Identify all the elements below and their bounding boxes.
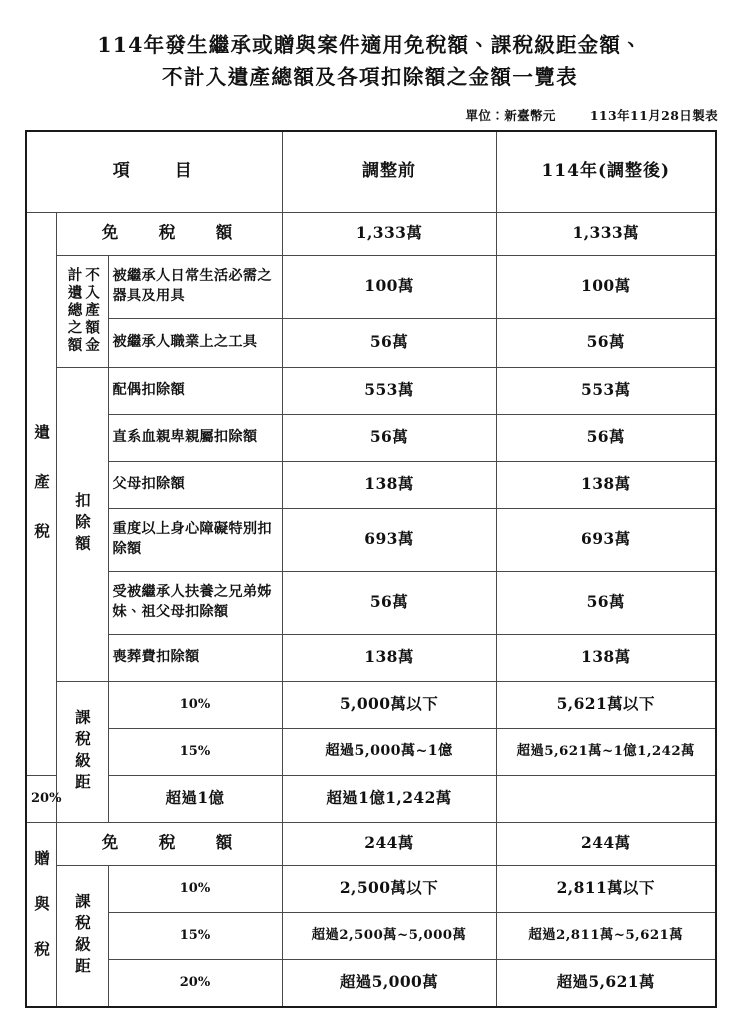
value-after: 56萬 — [496, 318, 716, 367]
item-label: 被繼承人職業上之工具 — [108, 318, 282, 367]
gift-exemption-after: 244萬 — [496, 822, 716, 865]
group-label-not-included: 不入產額金 計遺總之額 — [56, 255, 108, 367]
value-after: 56萬 — [496, 571, 716, 634]
value-before: 超過5,000萬~1億 — [282, 728, 496, 775]
table-row — [26, 912, 716, 959]
table-row — [26, 212, 716, 255]
estate-exemption-before: 1,333萬 — [282, 212, 496, 255]
table-row — [26, 681, 716, 728]
value-before: 56萬 — [282, 318, 496, 367]
value-before: 100萬 — [282, 255, 496, 318]
item-label: 受被繼承人扶養之兄弟姊妹、祖父母扣除額 — [108, 571, 282, 634]
group-label-estate-bracket: 課稅級距 — [56, 681, 108, 822]
value-after: 2,811萬以下 — [496, 865, 716, 912]
value-after: 553萬 — [496, 367, 716, 414]
value-before: 693萬 — [282, 508, 496, 571]
item-label: 重度以上身心障礙特別扣除額 — [108, 508, 282, 571]
table-row — [26, 728, 716, 775]
table-row — [26, 571, 716, 634]
value-before: 超過2,500萬~5,000萬 — [282, 912, 496, 959]
header-after: 114年(調整後) — [496, 131, 716, 213]
table-row — [26, 255, 716, 318]
value-before: 56萬 — [282, 414, 496, 461]
table-row — [26, 461, 716, 508]
estate-tax-side-label: 遺產稅 — [26, 212, 56, 775]
estate-exemption-item: 免 稅 額 — [56, 212, 282, 255]
table-row — [26, 318, 716, 367]
document-title — [0, 0, 740, 94]
bracket-rate: 10% — [108, 865, 282, 912]
value-after: 100萬 — [496, 255, 716, 318]
table-row — [26, 634, 716, 681]
item-label: 直系血親卑親屬扣除額 — [108, 414, 282, 461]
value-after: 138萬 — [496, 461, 716, 508]
title-line-2: 不計入遺產總額及各項扣除額之金額一覽表 — [161, 64, 579, 89]
table-container — [25, 130, 715, 1008]
value-after: 693萬 — [496, 508, 716, 571]
value-after: 56萬 — [496, 414, 716, 461]
bracket-rate: 15% — [108, 728, 282, 775]
document-meta — [0, 106, 718, 124]
item-label: 配偶扣除額 — [108, 367, 282, 414]
table-header-row — [26, 131, 716, 213]
bracket-rate: 20% — [108, 959, 282, 1007]
table-row — [26, 822, 716, 865]
table-row — [26, 959, 716, 1007]
item-label: 父母扣除額 — [108, 461, 282, 508]
table-row — [26, 865, 716, 912]
value-before: 2,500萬以下 — [282, 865, 496, 912]
gift-exemption-item: 免 稅 額 — [56, 822, 282, 865]
bracket-rate: 15% — [108, 912, 282, 959]
group-label-gift-bracket: 課稅級距 — [56, 865, 108, 1007]
prepared-date: 113年11月28日製表 — [589, 107, 718, 123]
value-before: 5,000萬以下 — [282, 681, 496, 728]
bracket-rate: 20% — [26, 775, 56, 822]
table-row — [26, 508, 716, 571]
value-before: 138萬 — [282, 461, 496, 508]
value-after: 超過2,811萬~5,621萬 — [496, 912, 716, 959]
value-before: 超過5,000萬 — [282, 959, 496, 1007]
estate-exemption-after: 1,333萬 — [496, 212, 716, 255]
gift-tax-side-label: 贈與稅 — [26, 822, 56, 1007]
value-before: 超過1億 — [108, 775, 282, 822]
value-before: 138萬 — [282, 634, 496, 681]
unit-note: 單位：新臺幣元 — [465, 107, 556, 123]
value-before: 56萬 — [282, 571, 496, 634]
header-before: 調整前 — [282, 131, 496, 213]
tax-amount-table — [25, 130, 717, 1008]
bracket-rate: 10% — [108, 681, 282, 728]
value-before: 553萬 — [282, 367, 496, 414]
table-row — [26, 367, 716, 414]
value-after: 超過5,621萬 — [496, 959, 716, 1007]
title-line-1: 114年發生繼承或贈與案件適用免稅額、課稅級距金額、 — [97, 33, 643, 57]
value-after: 5,621萬以下 — [496, 681, 716, 728]
header-item: 項 目 — [26, 131, 282, 213]
item-label: 被繼承人日常生活必需之器具及用具 — [108, 255, 282, 318]
value-after: 超過5,621萬~1億1,242萬 — [496, 728, 716, 775]
value-after: 138萬 — [496, 634, 716, 681]
value-after: 超過1億1,242萬 — [282, 775, 496, 822]
item-label: 喪葬費扣除額 — [108, 634, 282, 681]
table-row — [26, 775, 716, 822]
group-label-deduction: 扣除額 — [56, 367, 108, 681]
table-row — [26, 414, 716, 461]
gift-exemption-before: 244萬 — [282, 822, 496, 865]
